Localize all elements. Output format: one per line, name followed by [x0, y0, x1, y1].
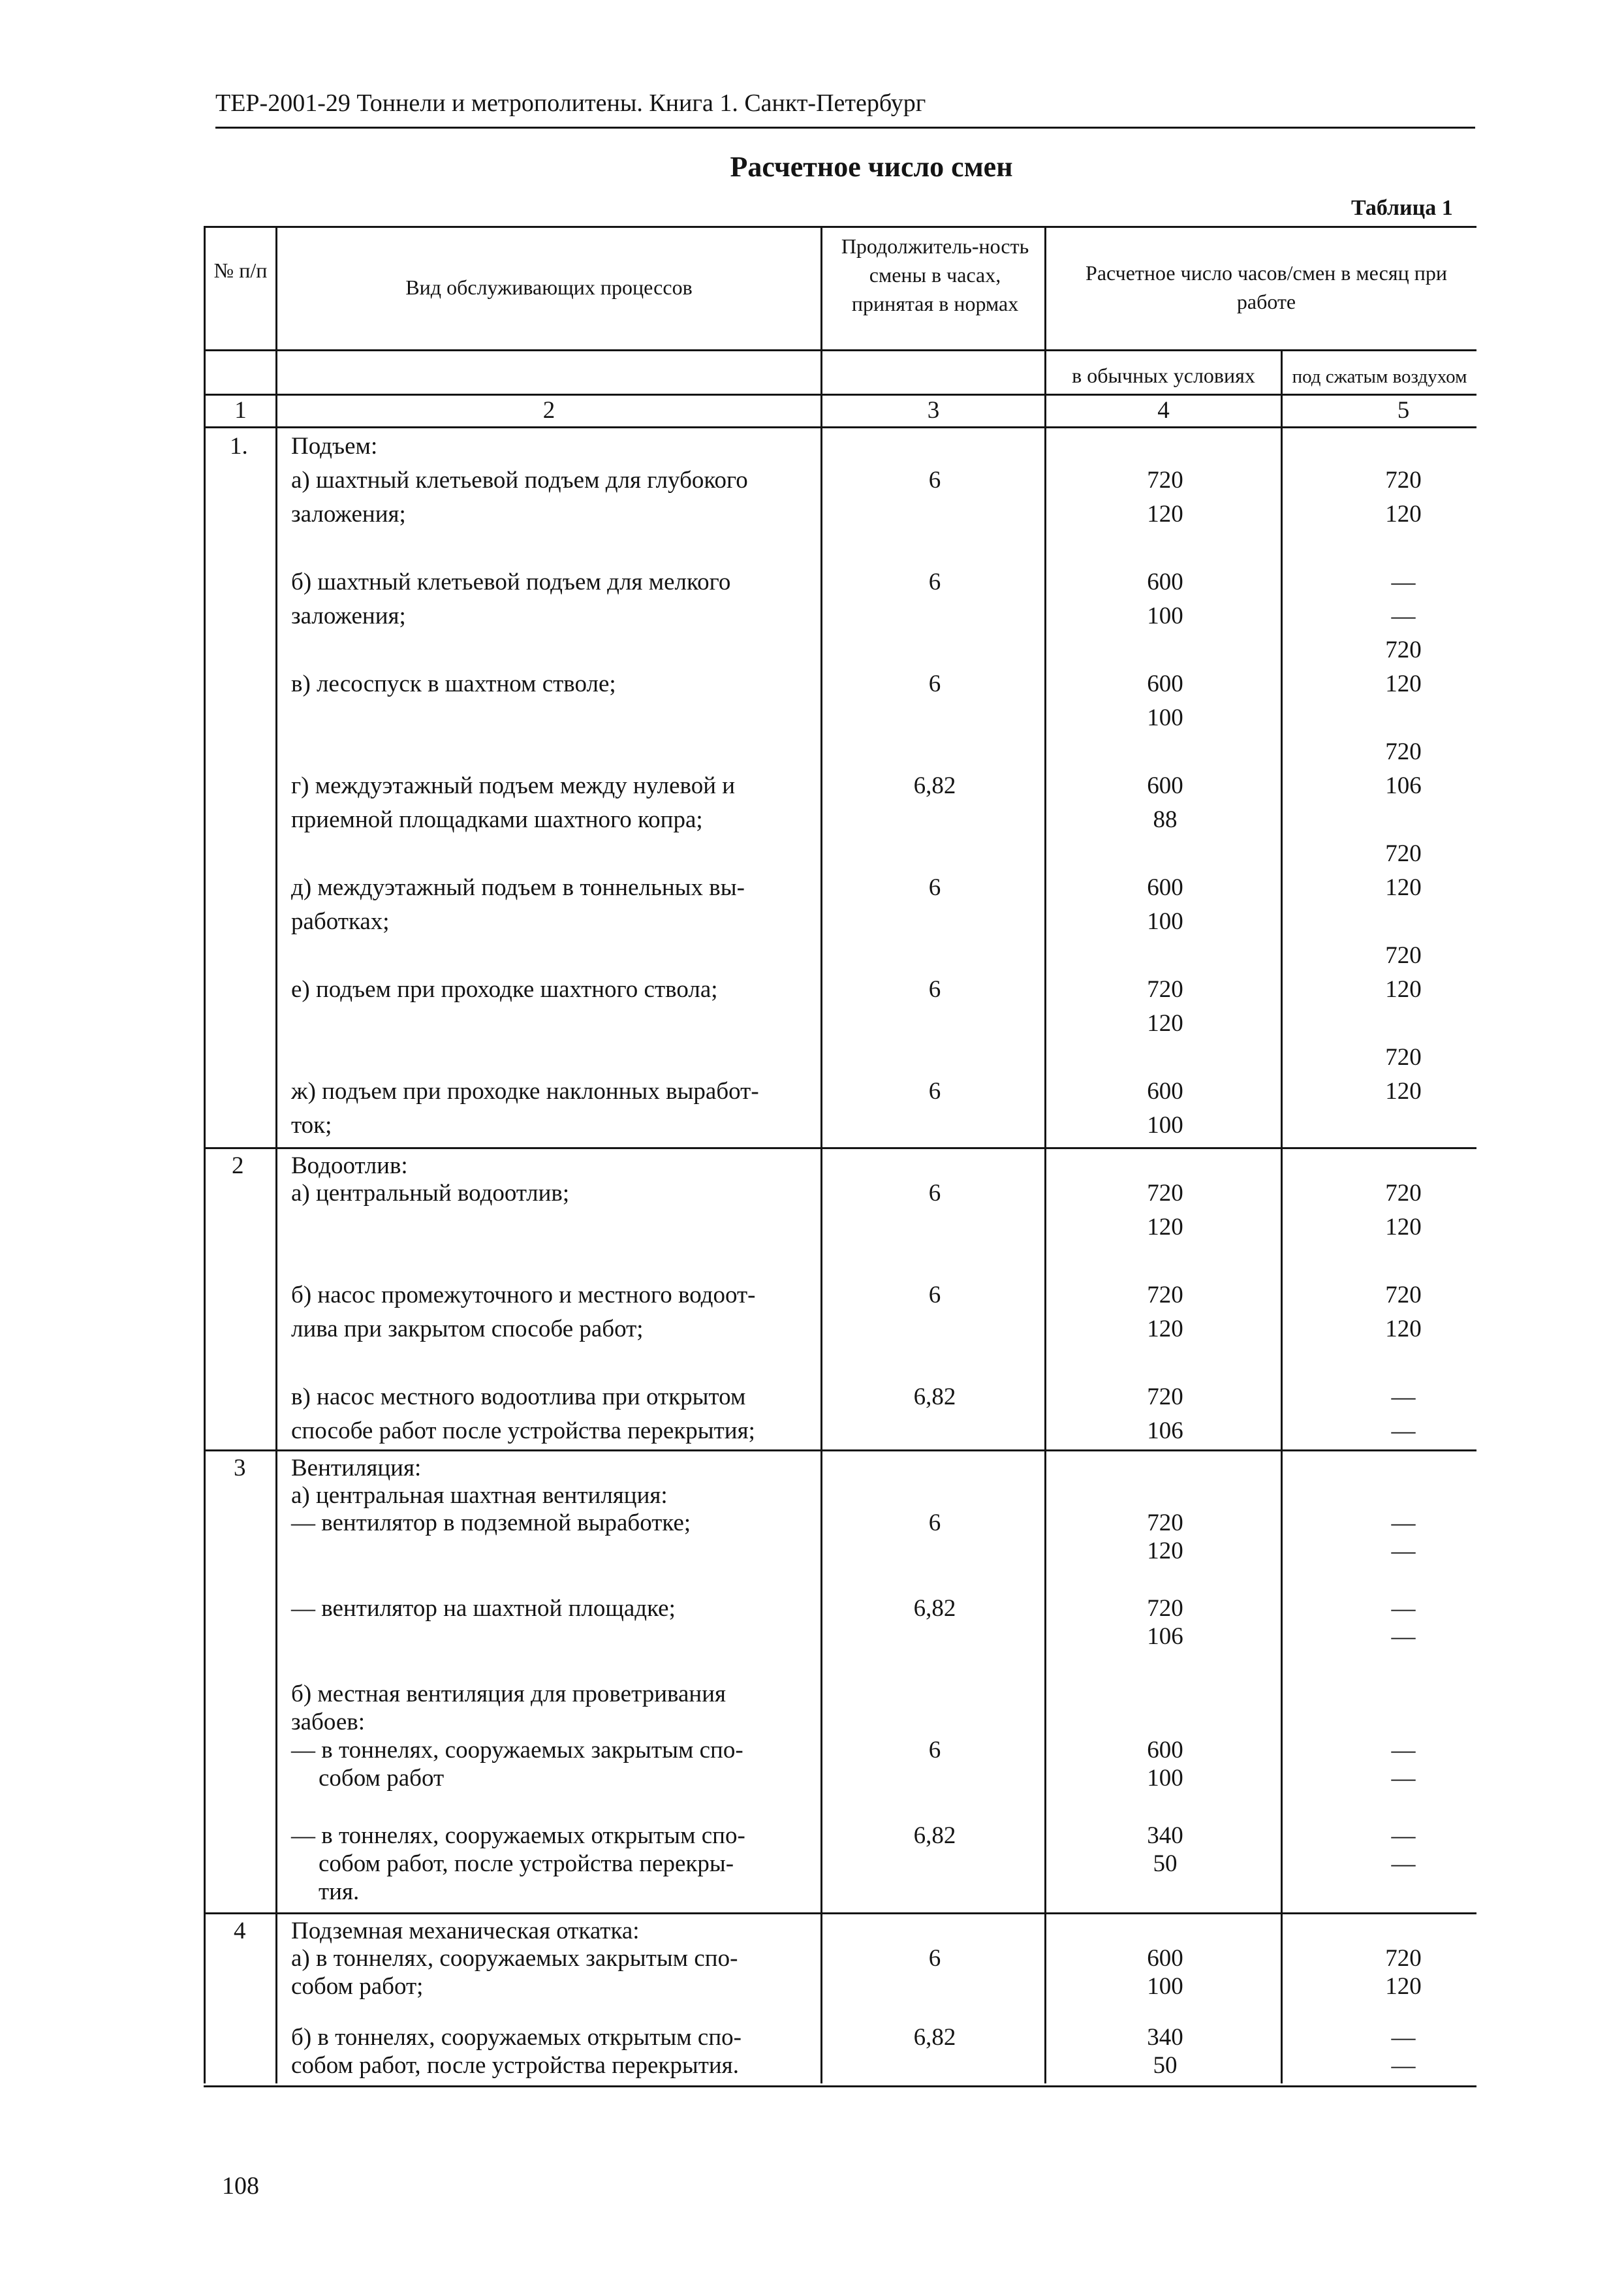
- normal-shifts: 100: [1147, 1765, 1183, 1792]
- shift-duration: 6,82: [913, 1822, 956, 1849]
- row-text: забоев:: [291, 1709, 365, 1735]
- normal-shifts: 120: [1147, 501, 1183, 528]
- row-text: е) подъем при проходке шахтного ствола;: [291, 976, 718, 1003]
- compressed-shifts: 120: [1385, 1316, 1422, 1342]
- colnum-5: 5: [1397, 397, 1410, 424]
- section-title: Вентиляция:: [291, 1455, 422, 1481]
- normal-shifts: 106: [1147, 1417, 1183, 1444]
- shift-duration: 6: [928, 1078, 941, 1105]
- row-text: заложения;: [291, 603, 406, 629]
- normal-hours: 600: [1147, 1945, 1183, 1972]
- header-normal: в обычных условиях: [1072, 364, 1255, 387]
- row-text: ж) подъем при проходке наклонных выработ-: [291, 1078, 759, 1105]
- shift-duration: 6: [928, 1510, 941, 1536]
- row-text: ток;: [291, 1112, 332, 1139]
- section-title: Подъем:: [291, 433, 378, 460]
- row-text: в) насос местного водоотлива при открытом: [291, 1384, 746, 1410]
- row-text: собом работ, после устройства перекры-: [319, 1850, 734, 1877]
- row-text: собом работ, после устройства перекрытия.: [291, 2052, 739, 2079]
- shift-duration: 6: [928, 1282, 941, 1308]
- normal-hours: 720: [1147, 1180, 1183, 1207]
- header-num: № п/п: [213, 259, 268, 282]
- compressed-hours: 720: [1385, 942, 1422, 969]
- row-text: собом работ;: [291, 1973, 424, 2000]
- compressed-shifts: —: [1391, 2052, 1416, 2079]
- normal-shifts: 120: [1147, 1010, 1183, 1037]
- compressed-shifts: 120: [1385, 1078, 1422, 1105]
- row-text: в) лесоспуск в шахтном стволе;: [291, 671, 616, 697]
- page-number: 108: [222, 2172, 259, 2200]
- compressed-hours: 720: [1385, 738, 1422, 765]
- compressed-shifts: 106: [1385, 772, 1422, 799]
- row-text: заложения;: [291, 501, 406, 528]
- compressed-shifts: —: [1391, 1417, 1416, 1444]
- normal-shifts: 120: [1147, 1538, 1183, 1564]
- row-text: приемной площадками шахтного копра;: [291, 806, 703, 833]
- compressed-shifts: —: [1391, 1850, 1416, 1877]
- normal-hours: 600: [1147, 671, 1183, 697]
- col-line-2: [820, 226, 822, 2083]
- normal-shifts: 120: [1147, 1214, 1183, 1241]
- compressed-shifts: 120: [1385, 976, 1422, 1003]
- normal-shifts: 100: [1147, 704, 1183, 731]
- compressed-hours: 720: [1385, 1282, 1422, 1308]
- section-number: 3: [234, 1455, 246, 1481]
- shift-duration: 6: [928, 976, 941, 1003]
- shift-duration: 6,82: [913, 1595, 956, 1622]
- row-text: б) в тоннелях, сооружаемых открытым спо-: [291, 2024, 742, 2051]
- compressed-hours: 720: [1385, 637, 1422, 663]
- col-line-3: [1044, 226, 1046, 2083]
- normal-hours: 720: [1147, 1384, 1183, 1410]
- compressed-shifts: —: [1391, 1623, 1416, 1650]
- compressed-hours: —: [1391, 569, 1416, 595]
- row-text: работках;: [291, 908, 390, 935]
- compressed-shifts: 120: [1385, 1973, 1422, 2000]
- compressed-hours: —: [1391, 1510, 1416, 1536]
- row-text: — в тоннелях, сооружаемых закрытым спо-: [291, 1737, 743, 1763]
- normal-hours: 600: [1147, 772, 1183, 799]
- row-text: б) насос промежуточного и местного водоот-: [291, 1282, 756, 1308]
- compressed-hours: —: [1391, 1822, 1416, 1849]
- shift-duration: 6: [928, 874, 941, 901]
- colnum-3: 3: [927, 397, 940, 424]
- normal-hours: 340: [1147, 2024, 1183, 2051]
- normal-hours: 600: [1147, 1737, 1183, 1763]
- row-text: а) центральный водоотлив;: [291, 1180, 570, 1207]
- normal-hours: 340: [1147, 1822, 1183, 1849]
- colnum-2: 2: [542, 397, 555, 424]
- header-divider: [204, 349, 1476, 351]
- normal-hours: 600: [1147, 569, 1183, 595]
- compressed-hours: —: [1391, 1384, 1416, 1410]
- header-hours: Расчетное число часов/смен в месяц при работе: [1085, 261, 1447, 313]
- table-title: Расчетное число смен: [730, 151, 1013, 183]
- header-compressed: под сжатым воздухом: [1292, 366, 1467, 387]
- compressed-shifts: 120: [1385, 671, 1422, 697]
- section-number: 4: [234, 1918, 246, 1944]
- section-title: Водоотлив:: [291, 1152, 408, 1179]
- header-process: Вид обслуживающих процессов: [405, 276, 693, 299]
- col-line-1: [275, 226, 277, 2083]
- row-text: б) местная вентиляция для проветривания: [291, 1681, 726, 1707]
- normal-shifts: 50: [1153, 2052, 1178, 2079]
- row-text: г) междуэтажный подъем между нулевой и: [291, 772, 736, 799]
- normal-hours: 720: [1147, 1282, 1183, 1308]
- colnum-1: 1: [234, 397, 247, 424]
- row-text: тия.: [319, 1878, 360, 1905]
- shift-duration: 6: [928, 467, 941, 494]
- row-text: а) в тоннелях, сооружаемых закрытым спо-: [291, 1945, 738, 1972]
- shift-duration: 6,82: [913, 1384, 956, 1410]
- compressed-hours: 720: [1385, 840, 1422, 867]
- row-text: — в тоннелях, сооружаемых открытым спо-: [291, 1822, 745, 1849]
- compressed-hours: —: [1391, 2024, 1416, 2051]
- row-text: собом работ: [319, 1765, 445, 1792]
- normal-shifts: 120: [1147, 1316, 1183, 1342]
- section-number: 2: [232, 1152, 244, 1179]
- compressed-shifts: 120: [1385, 1214, 1422, 1241]
- compressed-shifts: —: [1391, 603, 1416, 629]
- normal-hours: 720: [1147, 1595, 1183, 1622]
- normal-hours: 720: [1147, 1510, 1183, 1536]
- section-number: 1.: [230, 433, 248, 460]
- shift-duration: 6: [928, 1180, 941, 1207]
- compressed-hours: —: [1391, 1737, 1416, 1763]
- compressed-hours: —: [1391, 1595, 1416, 1622]
- colnum-4: 4: [1157, 397, 1170, 424]
- shift-duration: 6,82: [913, 2024, 956, 2051]
- normal-shifts: 106: [1147, 1623, 1183, 1650]
- compressed-hours: 720: [1385, 1945, 1422, 1972]
- normal-hours: 720: [1147, 467, 1183, 494]
- compressed-shifts: —: [1391, 1538, 1416, 1564]
- compressed-hours: 720: [1385, 1180, 1422, 1207]
- normal-hours: 720: [1147, 976, 1183, 1003]
- normal-shifts: 100: [1147, 908, 1183, 935]
- row-text: д) междуэтажный подъем в тоннельных вы-: [291, 874, 745, 901]
- row-text: а) центральная шахтная вентиляция:: [291, 1482, 668, 1509]
- shift-duration: 6: [928, 569, 941, 595]
- normal-hours: 600: [1147, 1078, 1183, 1105]
- normal-shifts: 50: [1153, 1850, 1178, 1877]
- row-text: — вентилятор на шахтной площадке;: [291, 1595, 676, 1622]
- compressed-shifts: —: [1391, 1765, 1416, 1792]
- shift-duration: 6: [928, 671, 941, 697]
- section-title: Подземная механическая откатка:: [291, 1918, 640, 1944]
- document-header: ТЕР-2001-29 Тоннели и метрополитены. Книга 1. Санкт-Петербург: [215, 89, 926, 117]
- row-text: а) шахтный клетьевой подъем для глубокого: [291, 467, 748, 494]
- compressed-shifts: 120: [1385, 501, 1422, 528]
- compressed-shifts: 120: [1385, 874, 1422, 901]
- normal-shifts: 100: [1147, 1973, 1183, 2000]
- normal-shifts: 100: [1147, 603, 1183, 629]
- normal-hours: 600: [1147, 874, 1183, 901]
- row-text: способе работ после устройства перекрытия;: [291, 1417, 755, 1444]
- row-text: — вентилятор в подземной выработке;: [291, 1510, 691, 1536]
- shift-duration: 6: [928, 1945, 941, 1972]
- compressed-hours: 720: [1385, 1044, 1422, 1071]
- shift-duration: 6,82: [913, 772, 956, 799]
- row-text: лива при закрытом способе работ;: [291, 1316, 644, 1342]
- compressed-hours: 720: [1385, 467, 1422, 494]
- normal-shifts: 100: [1147, 1112, 1183, 1139]
- row-text: б) шахтный клетьевой подъем для мелкого: [291, 569, 731, 595]
- shift-duration: 6: [928, 1737, 941, 1763]
- col-line-left: [204, 226, 206, 2083]
- table-label: Таблица 1: [1351, 196, 1453, 220]
- header-rule: [215, 127, 1475, 129]
- header-duration: Продолжитель-ность смены в часах, принятая в нормах: [841, 234, 1029, 315]
- normal-shifts: 88: [1153, 806, 1178, 833]
